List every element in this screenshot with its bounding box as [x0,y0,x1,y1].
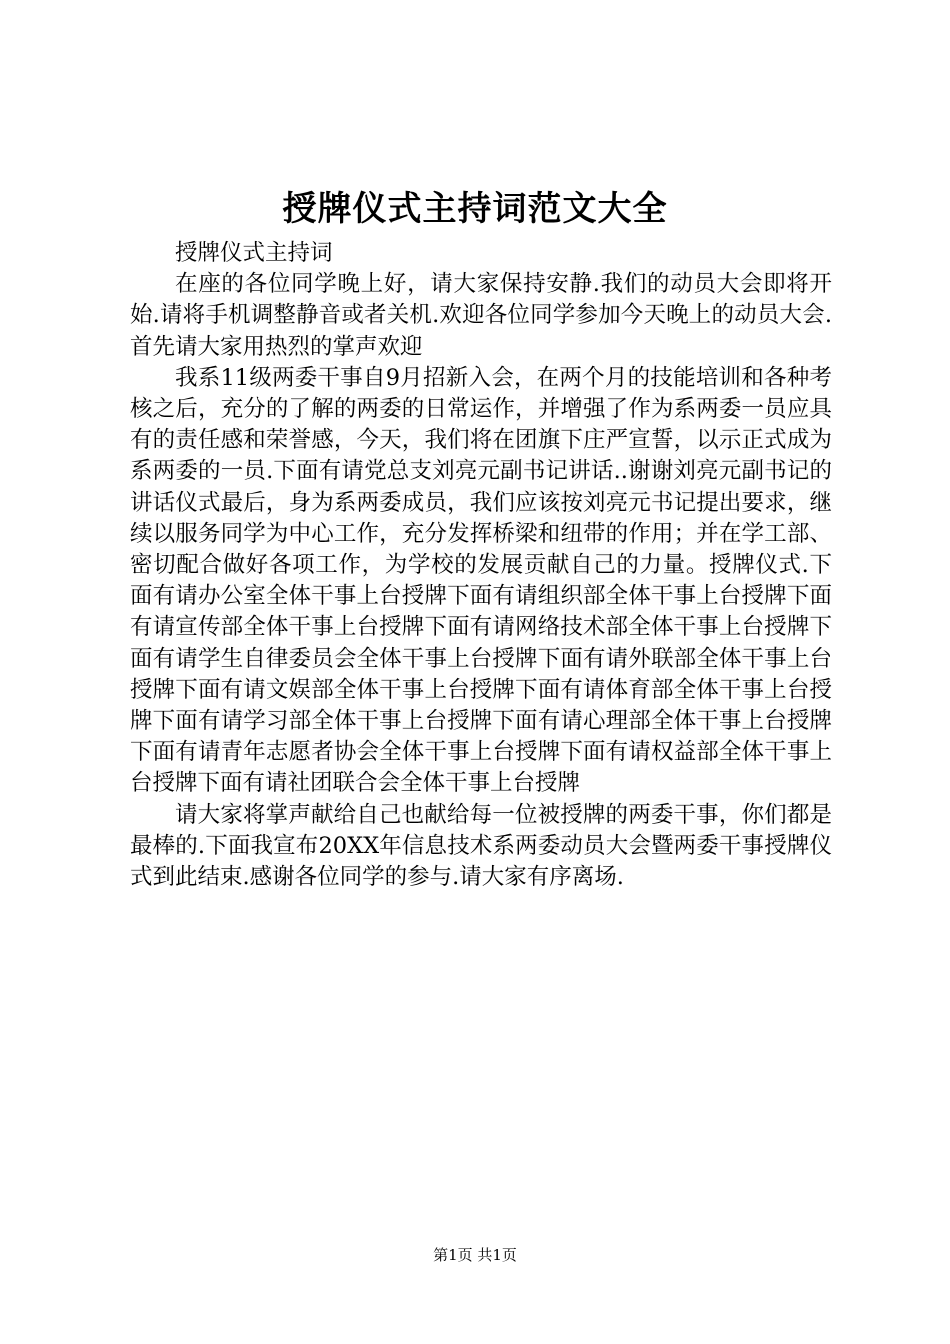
document-title: 授牌仪式主持词范文大全 [282,189,668,229]
page-footer: 第1页 共1页 [433,1246,517,1264]
paragraph-closing: 请大家将掌声献给自己也献给每一位被授牌的两委干事，你们都是最棒的.下面我宣布20XX年信息技术系两委动员大会暨两委干事授牌仪式到此结束.感谢各位同学的参与.请大家有序离场. [130,801,832,891]
paragraph-main: 我系11级两委干事自9月招新入会，在两个月的技能培训和各种考核之后，充分的了解的两委的日常运作，并增强了作为系两委一员应具有的责任感和荣誉感，今天，我们将在团旗下庄严宣誓，以示正式成为系两委的一员.下面有请党总支刘亮元副书记讲话..谢谢刘亮元副书记的讲话仪式最后，身为系两委成员，我们应该按刘亮元书记提出要求，继续以服务同学为中心工作，充分发挥桥梁和纽带的作用；并在学工部、密切配合做好各项工作，为学校的发展贡献自己的力量。授牌仪式.下面有请办公室全体干事上台授牌下面有请组织部全体干事上台授牌下面有请宣传部全体干事上台授牌下面有请网络技术部全体干事上台授牌下面有请学生自律委员会全体干事上台授牌下面有请外联部全体干事上台授牌下面有请文娱部全体干事上台授牌下面有请体育部全体干事上台授牌下面有请学习部全体干事上台授牌下面有请心理部全体干事上台授牌下面有请青年志愿者协会全体干事上台授牌下面有请权益部全体干事上台授牌下面有请社团联合会全体干事上台授牌 [130,364,832,797]
document-body [130,238,832,893]
paragraph-opening: 在座的各位同学晚上好，请大家保持安静.我们的动员大会即将开始.请将手机调整静音或者关机.欢迎各位同学参加今天晚上的动员大会.首先请大家用热烈的掌声欢迎 [130,271,832,360]
paragraph-subtitle: 授牌仪式主持词 [175,240,333,266]
